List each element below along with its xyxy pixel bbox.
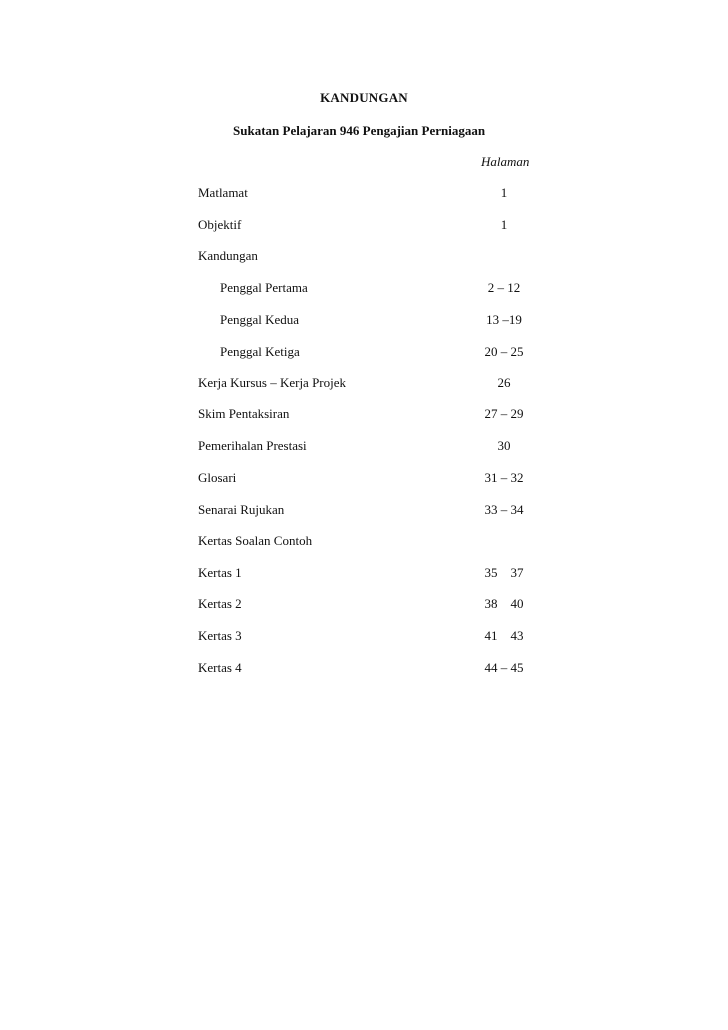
toc-entry <box>198 438 558 456</box>
toc-entry-label: Objektif <box>198 217 242 232</box>
toc-entry <box>198 470 558 488</box>
toc-entry-label: Glosari <box>198 470 237 485</box>
toc-entry <box>198 248 558 266</box>
toc-entry <box>198 185 558 203</box>
toc-entry-pages: 2 – 12 <box>487 280 521 295</box>
toc-entry-label: Kertas 1 <box>198 565 242 580</box>
toc-entry <box>198 344 558 362</box>
toc-entry <box>198 217 558 235</box>
toc-entry-pages: 33 – 34 <box>484 502 524 517</box>
toc-entry-pages: 1 <box>500 217 508 232</box>
toc-entry-pages: 30 <box>497 438 511 453</box>
toc-entry-label: Kertas 4 <box>198 660 242 675</box>
toc-entry-pages: 38 40 <box>484 596 524 611</box>
toc-entry-pages: 44 – 45 <box>484 660 524 675</box>
toc-entry-pages: 1 <box>500 185 508 200</box>
toc-entry-pages: 31 – 32 <box>484 470 524 485</box>
toc-entry-pages: 35 37 <box>484 565 524 580</box>
toc-entry <box>198 660 558 678</box>
toc-entry-label: Kertas Soalan Contoh <box>198 533 313 548</box>
toc-entry-label: Kandungan <box>198 248 258 263</box>
toc-entry <box>198 628 558 646</box>
toc-entry <box>198 312 558 330</box>
toc-entry <box>198 596 558 614</box>
toc-entry-label: Kertas 2 <box>198 596 242 611</box>
toc-entry <box>198 375 558 393</box>
toc-entry <box>198 406 558 424</box>
toc-entry-label: Kertas 3 <box>198 628 242 643</box>
toc-entry-label: Pemerihalan Prestasi <box>198 438 307 453</box>
toc-entry-pages: 26 <box>497 375 511 390</box>
toc-entry-pages: 41 43 <box>484 628 524 643</box>
document-title: KANDUNGAN <box>320 90 408 105</box>
toc-entry <box>198 280 558 298</box>
toc-entry <box>198 502 558 520</box>
toc-entry-label: Penggal Ketiga <box>220 344 300 359</box>
toc-entry-label: Kerja Kursus – Kerja Projek <box>198 375 347 390</box>
toc-entry-label: Penggal Pertama <box>220 280 308 295</box>
document-subtitle: Sukatan Pelajaran 946 Pengajian Perniagaan <box>233 123 486 138</box>
toc-entry-label: Skim Pentaksiran <box>198 406 290 421</box>
toc-entry-pages: 27 – 29 <box>484 406 524 421</box>
toc-entry-label: Senarai Rujukan <box>198 502 285 517</box>
page-column-header: Halaman <box>481 154 530 169</box>
toc-entry <box>198 533 558 551</box>
toc-entry-label: Matlamat <box>198 185 248 200</box>
toc-entry-pages: 13 –19 <box>486 312 522 327</box>
toc-entry <box>198 565 558 583</box>
toc-entry-pages: 20 – 25 <box>484 344 524 359</box>
toc-entry-label: Penggal Kedua <box>220 312 300 327</box>
